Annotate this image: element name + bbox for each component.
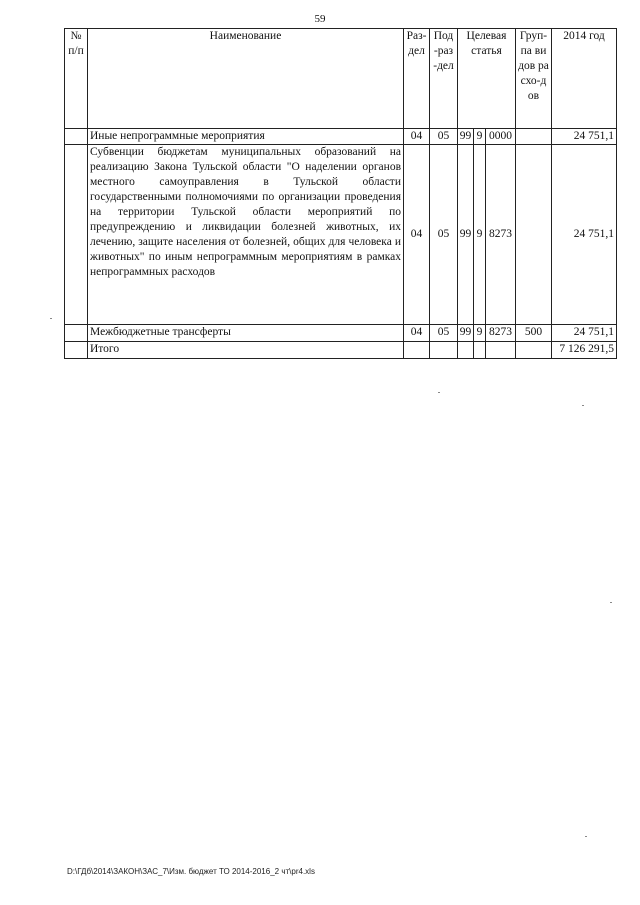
scan-speck bbox=[582, 405, 584, 406]
row-podrazdel bbox=[430, 342, 458, 359]
row-cs-part3 bbox=[486, 342, 516, 359]
row-name: Иные непрограммные мероприятия bbox=[88, 129, 404, 145]
table-header-row bbox=[65, 29, 617, 129]
scan-speck bbox=[438, 392, 440, 393]
header-gruppa-vidov: Груп-па видов расхо-дов bbox=[516, 29, 552, 129]
row-name: Межбюджетные трансферты bbox=[88, 325, 404, 342]
row-amount: 24 751,1 bbox=[552, 325, 617, 342]
row-razdel: 04 bbox=[404, 325, 430, 342]
table-row bbox=[65, 145, 617, 325]
budget-table bbox=[64, 28, 617, 359]
header-num: № п/п bbox=[65, 29, 88, 129]
row-cs-part3: 8273 bbox=[486, 145, 516, 325]
row-gruppa bbox=[516, 342, 552, 359]
row-name: Субвенции бюджетам муниципальных образований на реализацию Закона Тульской области "О наделении органов местного самоуправления в Тульской области государственными полномочиями по организации проведения на территории Тульской области мероприятий по предупреждению и ликвидации болезней животных, их лечению, защите населения от болезней, общих для человека и животных" по иным непрограммным мероприятиям в рамках непрограммных расходов bbox=[88, 145, 404, 325]
header-tselevaya-statya: Целевая статья bbox=[458, 29, 516, 129]
row-gruppa bbox=[516, 129, 552, 145]
row-podrazdel: 05 bbox=[430, 325, 458, 342]
row-amount: 24 751,1 bbox=[552, 129, 617, 145]
header-razdel: Раз-дел bbox=[404, 29, 430, 129]
table-row-total bbox=[65, 342, 617, 359]
row-cs-part3: 0000 bbox=[486, 129, 516, 145]
row-num bbox=[65, 325, 88, 342]
header-podrazdel: Под-раз-дел bbox=[430, 29, 458, 129]
row-cs-part2: 9 bbox=[474, 129, 486, 145]
row-razdel bbox=[404, 342, 430, 359]
row-cs-part1: 99 bbox=[458, 145, 474, 325]
row-num bbox=[65, 145, 88, 325]
footer-file-path: D:\ГДб\2014\ЗАКОН\ЗАС_7\Изм. бюджет ТО 2014-2016_2 чт\pr4.xls bbox=[67, 867, 315, 876]
row-amount: 24 751,1 bbox=[552, 145, 617, 325]
header-year: 2014 год bbox=[552, 29, 617, 129]
scan-speck bbox=[610, 602, 612, 603]
row-cs-part2: 9 bbox=[474, 145, 486, 325]
row-cs-part2 bbox=[474, 342, 486, 359]
header-name: Наименование bbox=[88, 29, 404, 129]
table-row bbox=[65, 129, 617, 145]
scan-speck bbox=[50, 318, 52, 319]
row-cs-part1: 99 bbox=[458, 325, 474, 342]
row-cs-part1 bbox=[458, 342, 474, 359]
row-gruppa bbox=[516, 145, 552, 325]
row-num bbox=[65, 129, 88, 145]
row-cs-part3: 8273 bbox=[486, 325, 516, 342]
row-amount: 7 126 291,5 bbox=[552, 342, 617, 359]
row-num bbox=[65, 342, 88, 359]
row-cs-part1: 99 bbox=[458, 129, 474, 145]
page-number: 59 bbox=[314, 13, 326, 25]
row-razdel: 04 bbox=[404, 145, 430, 325]
row-podrazdel: 05 bbox=[430, 129, 458, 145]
row-razdel: 04 bbox=[404, 129, 430, 145]
row-gruppa: 500 bbox=[516, 325, 552, 342]
table-row bbox=[65, 325, 617, 342]
row-podrazdel: 05 bbox=[430, 145, 458, 325]
row-cs-part2: 9 bbox=[474, 325, 486, 342]
row-name: Итого bbox=[88, 342, 404, 359]
scan-speck bbox=[585, 836, 587, 837]
